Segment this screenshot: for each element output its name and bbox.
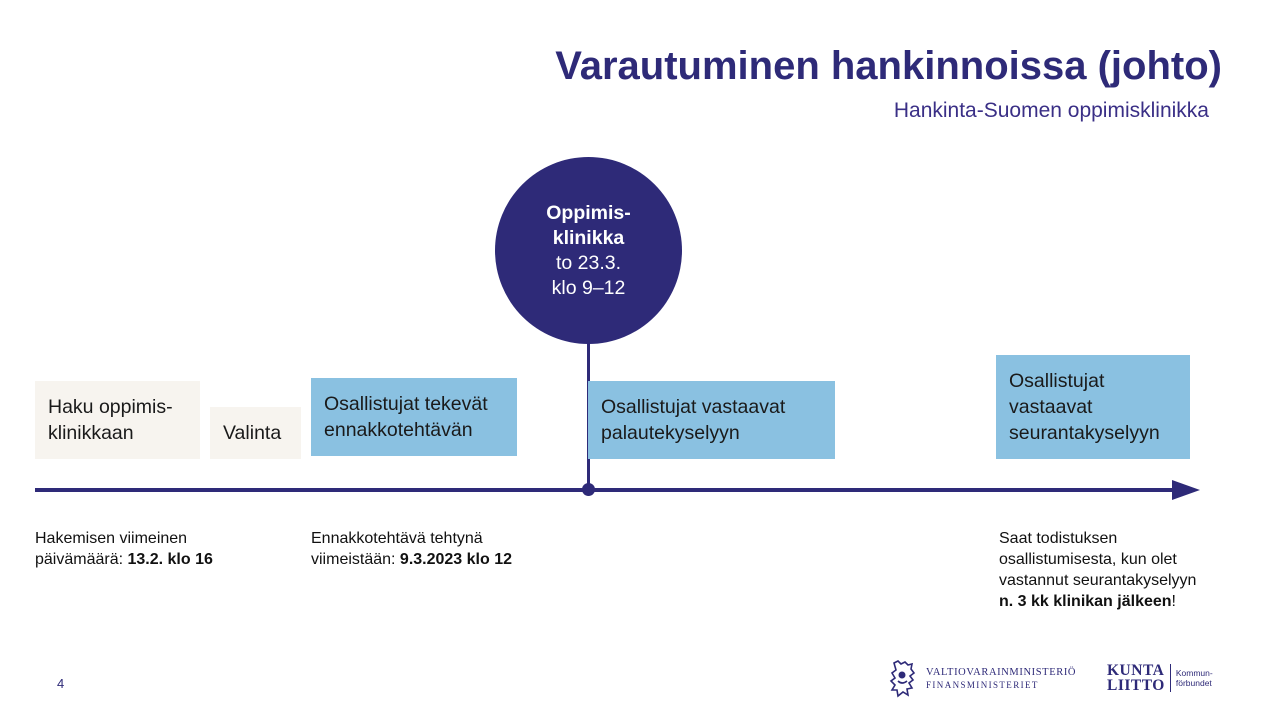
step-application-box <box>35 381 200 459</box>
step-application-line2: klinikkaan <box>48 422 134 444</box>
step-pretask-line1: Osallistujat tekevät <box>324 393 488 415</box>
logo-kl-side1: Kommun- <box>1175 668 1213 678</box>
logo-vm-text-sv: FINANSMINISTERIET <box>926 680 1039 690</box>
milestone-circle <box>495 157 682 344</box>
milestone-title-line2: klinikka <box>552 226 625 249</box>
note-certificate-line4: n. 3 kk klinikan jälkeen! <box>999 593 1176 610</box>
note-pretask-line1: Ennakkotehtävä tehtynä <box>311 530 483 547</box>
step-followup-line3: seurantakyselyyn <box>1009 422 1160 444</box>
logo-kl-side2: förbundet <box>1175 678 1212 688</box>
timeline-milestone-dot <box>582 483 595 496</box>
page-number: 4 <box>57 676 65 691</box>
step-followup-line2: vastaavat <box>1009 396 1093 418</box>
timeline-axis <box>35 488 1177 492</box>
logo-kl-separator <box>1170 664 1171 692</box>
milestone-time: klo 9–12 <box>551 276 626 299</box>
note-application-line2: päivämäärä: 13.2. klo 16 <box>35 551 213 568</box>
note-certificate-timing: n. 3 kk klinikan jälkeen <box>999 593 1172 610</box>
note-application-deadline <box>35 528 213 570</box>
logo-kl-line1: KUNTA <box>1107 662 1165 679</box>
logo-vm-text-fi: VALTIOVARAINMINISTERIÖ <box>926 667 1077 678</box>
logo-kl-line2: LIITTO <box>1107 677 1165 694</box>
note-pretask-line2: viimeistään: 9.3.2023 klo 12 <box>311 551 513 568</box>
timeline-arrowhead-icon <box>1172 480 1200 500</box>
step-feedback-line2: palautekyselyyn <box>601 422 740 444</box>
step-feedback-line1: Osallistujat vastaavat <box>601 396 786 418</box>
valtiovarainministerio-logo <box>888 659 1076 699</box>
step-pretask-line2: ennakkotehtävän <box>324 419 473 441</box>
step-pretask-box <box>311 378 517 456</box>
step-selection-label: Valinta <box>223 422 282 444</box>
milestone-date: to 23.3. <box>555 251 622 274</box>
step-feedback-box <box>588 381 835 459</box>
step-followup-line1: Osallistujat <box>1009 370 1105 392</box>
note-pretask-date: 9.3.2023 klo 12 <box>399 551 513 568</box>
note-certificate <box>999 528 1196 612</box>
slide-title: Varautuminen hankinnoissa (johto) <box>555 44 1222 88</box>
step-application-line1: Haku oppimis- <box>48 396 173 418</box>
lion-crest-icon <box>888 659 918 699</box>
milestone-title-line1: Oppimis- <box>546 201 631 224</box>
step-selection-box <box>210 407 301 459</box>
note-application-date: 13.2. klo 16 <box>127 551 213 568</box>
slide-subtitle: Hankinta-Suomen oppimisklinikka <box>893 99 1209 122</box>
note-application-line1: Hakemisen viimeinen <box>35 530 188 547</box>
note-certificate-line2: osallistumisesta, kun olet <box>999 551 1177 568</box>
kuntaliitto-logo <box>1107 663 1213 693</box>
note-certificate-line1: Saat todistuksen <box>999 530 1118 547</box>
note-certificate-line3: vastannut seurantakyselyyn <box>999 572 1197 589</box>
note-pretask-deadline <box>311 528 512 570</box>
step-followup-box <box>996 355 1190 459</box>
